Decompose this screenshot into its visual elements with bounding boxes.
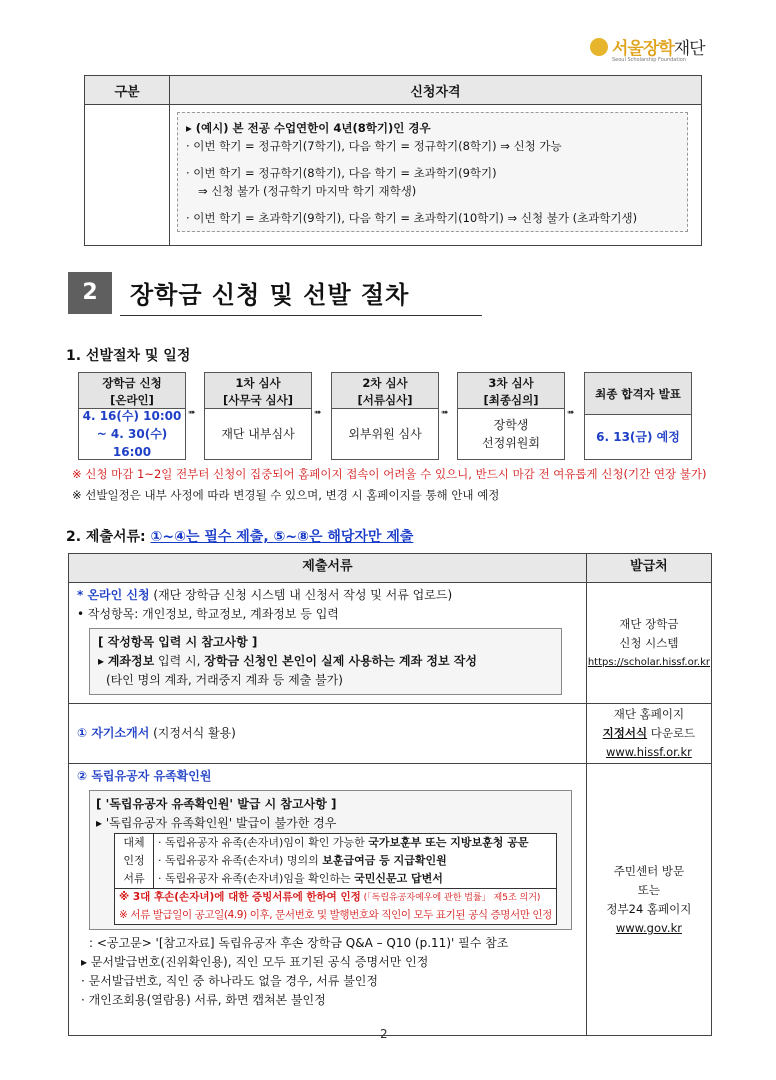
section-underline [120, 315, 482, 316]
section-number: 2 [68, 272, 112, 314]
arrow-icon: ➠ [314, 408, 322, 418]
subsection-title-schedule: 1. 선발절차 및 일정 [66, 348, 191, 364]
online-application-cell: * 온라인 신청 (재단 장학금 신청 시스템 내 신청서 작성 및 서류 업로드) • 작성항목: 개인정보, 학교정보, 계좌정보 등 입력 [ 작성항목 입력 시 참고사항 ] ▸ 계좌정보 입력 시, 장학금 신청인 본인이 실제 사용하는 계좌 정보 작성 (타인 명의 계좌, 거래중지 계좌 등 제출 불가) [69, 583, 587, 704]
merit-issuer-cell: 주민센터 방문 또는 정부24 홈페이지 www.gov.kr [586, 764, 711, 1036]
self-intro-issuer-cell: 재단 홈페이지 지정서식 다운로드 www.hissf.or.kr [586, 704, 711, 764]
example-line: ⇒ 신청 불가 (정규학기 마지막 학기 재학생) [198, 184, 417, 198]
step-final-announcement: 최종 합격자 발표 6. 13(금) 예정 [584, 372, 692, 460]
foundation-logo [590, 32, 720, 68]
example-line: · 이번 학기 = 정규학기(8학기), 다음 학기 = 초과학기(9학기) [186, 166, 497, 180]
step-second-review: 2차 심사 [서류심사] 외부위원 심사 [331, 372, 439, 460]
example-line: · 이번 학기 = 정규학기(7학기), 다음 학기 = 정규학기(8학기) ⇒ 신청 가능 [186, 139, 562, 153]
subsection-title-documents: 2. 제출서류: ①~④는 필수 제출, ⑤~⑧은 해당자만 제출 [66, 529, 414, 545]
section-title: 장학금 신청 및 선발 절차 [130, 281, 410, 309]
example-box [177, 112, 688, 232]
alternative-documents-table [114, 833, 557, 925]
col-header-category: 구분 [85, 76, 170, 105]
self-introduction-cell: ① 자기소개서 (지정서식 활용) [69, 704, 587, 764]
scholar-system-link[interactable]: https://scholar.hissf.or.kr [587, 656, 710, 668]
deadline-note: ※ 신청 마감 1~2일 전부터 신청이 집중되어 홈페이지 접속이 어려울 수 있으니, 반드시 마감 전 여유롭게 신청(기간 연장 불가) [72, 467, 707, 481]
arrow-icon: ➠ [188, 408, 196, 418]
alt-docs-label: 대체 인정 서류 [115, 834, 154, 889]
independence-merit-cell: ② 독립유공자 유족확인원 [ '독립유공자 유족확인원' 발급 시 참고사항 ] ▸ '독립유공자 유족확인원' 발급이 불가한 경우 대체 인정 서류 · 독립유공자 유족(손자녀)임이 확인 가능한 국가보훈부 또는 지방보훈청 공문 · 독립유공자 유족(손자녀) 명의의 보훈급여금 등 지급확인원 · 독립유공자 유족(손자녀)임을 확인하는 국민신문고 답변서 ※ 3대 후손(손자녀)에 대한 증빙서류에 한하여 인정 (「독립유공자예우에 관한 법률」 제5조 의거) ※ 서류 발급일이 공고일(4.9) 이후, 문서번호 및 발행번호와 직인이 모두 표기된 공식 증명서만 인정 : <공고문> '[참고자료] 독립유공자 후손 장학금 Q&A – Q10 (p.11)' 필수 참조 ▸ 문서발급번호(진위확인용), 직인 모두 표기된 공식 증명서만 인정 · 문서발급번호, 직인 중 하나라도 없을 경우, 서류 불인정 · 개인조회용(열람용) 서류, 화면 캡쳐본 불인정 [69, 764, 587, 1036]
example-title: ▸ (예시) 본 전공 수업연한이 4년(8학기)인 경우 [186, 121, 431, 135]
example-line: · 이번 학기 = 초과학기(9학기), 다음 학기 = 초과학기(10학기) ⇒ 신청 불가 (초과학기생) [186, 211, 638, 225]
category-cell [85, 105, 170, 246]
col-header-eligibility: 신청자격 [170, 76, 702, 105]
col-header-documents: 제출서류 [69, 554, 587, 583]
online-issuer-cell: 재단 장학금 신청 시스템 https://scholar.hissf.or.kr [586, 583, 711, 704]
merit-certificate-note-box: [ '독립유공자 유족확인원' 발급 시 참고사항 ] ▸ '독립유공자 유족확인원' 발급이 불가한 경우 대체 인정 서류 · 독립유공자 유족(손자녀)임이 확인 가능한 국가보훈부 또는 지방보훈청 공문 · 독립유공자 유족(손자녀) 명의의 보훈급여금 등 지급확인원 · 독립유공자 유족(손자녀)임을 확인하는 국민신문고 답변서 ※ 3대 후손(손자녀)에 대한 증빙서류에 한하여 인정 (「독립유공자예우에 관한 법률」 제5조 의거) ※ 서류 발급일이 공고일(4.9) 이후, 문서번호 및 발행번호와 직인이 모두 표기된 공식 증명서만 인정 [89, 790, 572, 930]
eligibility-cell [170, 105, 702, 246]
logo-emblem-icon [590, 38, 608, 56]
page-number: 2 [380, 1027, 388, 1041]
step-first-review: 1차 심사 [사무국 심사] 재단 내부심사 [204, 372, 312, 460]
documents-table [68, 553, 712, 1036]
logo-subtitle: Seoul Scholarship Foundation [612, 57, 686, 63]
gov24-link[interactable]: www.gov.kr [615, 920, 682, 935]
alt-doc-item: · 독립유공자 유족(손자녀)임을 확인하는 국민신문고 답변서 [154, 870, 557, 889]
step-third-review: 3차 심사 [최종심의] 장학생 선정위원회 [457, 372, 565, 460]
arrow-icon: ➠ [441, 408, 449, 418]
schedule-note: ※ 선발일정은 내부 사정에 따라 변경될 수 있으며, 변경 시 홈페이지를 통해 안내 예정 [72, 488, 500, 502]
step-application: 장학금 신청 [온라인] 4. 16(수) 10:00 ~ 4. 30(수) 16:00 [78, 372, 186, 460]
col-header-issuer: 발급처 [586, 554, 711, 583]
alt-docs-warning: ※ 3대 후손(손자녀)에 대한 증빙서류에 한하여 인정 (「독립유공자예우에 관한 법률」 제5조 의거) ※ 서류 발급일이 공고일(4.9) 이후, 문서번호 및 발행번호와 직인이 모두 표기된 공식 증명서만 인정 [115, 889, 557, 925]
arrow-icon: ➠ [567, 408, 575, 418]
logo-name: 서울장학재단 [612, 39, 705, 59]
alt-doc-item: · 독립유공자 유족(손자녀)임이 확인 가능한 국가보훈부 또는 지방보훈청 공문 [154, 834, 557, 853]
alt-doc-item: · 독립유공자 유족(손자녀) 명의의 보훈급여금 등 지급확인원 [154, 852, 557, 870]
hissf-homepage-link[interactable]: www.hissf.or.kr [605, 745, 692, 759]
eligibility-table [84, 75, 702, 246]
designated-form-link[interactable]: 지정서식 [602, 726, 648, 740]
account-info-note-box: [ 작성항목 입력 시 참고사항 ] ▸ 계좌정보 입력 시, 장학금 신청인 본인이 실제 사용하는 계좌 정보 작성 (타인 명의 계좌, 거래중지 계좌 등 제출 불가) [89, 628, 562, 695]
